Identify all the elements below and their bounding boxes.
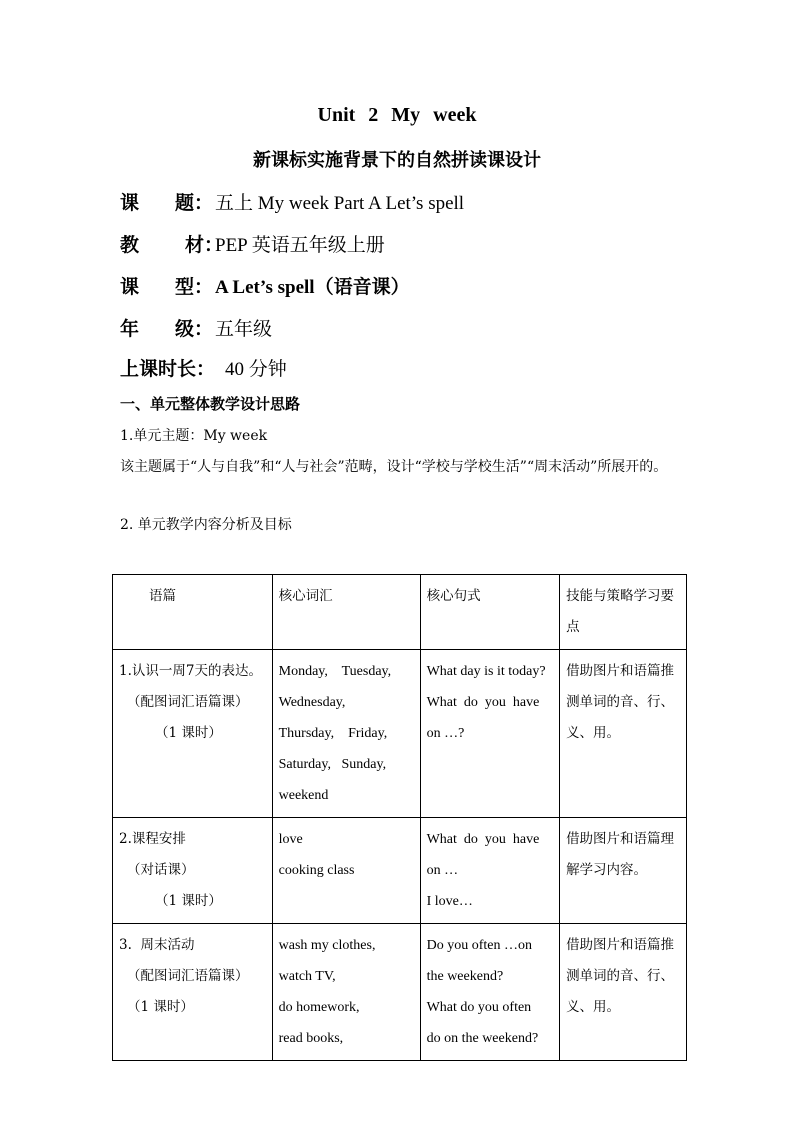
meta-label-a: 教 (120, 234, 140, 256)
cell-line: Wednesday, (278, 695, 346, 710)
cell-line: Thursday, Friday, (278, 726, 388, 741)
passage-cell (113, 924, 273, 1061)
meta-label-b: 级： (175, 318, 214, 340)
cell-line: （配图词汇语篇课） (127, 968, 249, 984)
cell-line: 3. 周末活动 (119, 937, 195, 953)
skills-cell: 借助图片和语篇推测单词的音、行、义、用。 (560, 650, 687, 818)
cell-line: on …? (426, 726, 465, 741)
cell-line: on … (426, 863, 459, 878)
table-row (113, 818, 687, 924)
vocab-cell (272, 650, 420, 818)
cell-line: Do you often …on (426, 938, 532, 953)
cell-line: the weekend? (426, 969, 504, 984)
cell-line: wash my clothes, (278, 938, 376, 953)
skills-cell: 借助图片和语篇推测单词的音、行、义、用。 (560, 924, 687, 1061)
sentence-cell (420, 650, 559, 818)
column-header: 核心句式 (420, 575, 559, 650)
meta-value: 五上 My week Part A Let’s spell (215, 193, 465, 214)
meta-label-b: 材： (185, 234, 224, 256)
meta-label-b: 型： (175, 276, 214, 298)
meta-label-a: 课 (120, 192, 140, 214)
cell-line: What day is it today? (426, 664, 546, 679)
meta-value: 五年级 (215, 319, 273, 340)
column-header: 语篇 (113, 575, 273, 650)
cell-line: （1 课时） (127, 999, 194, 1015)
cell-line: What do you have (426, 832, 540, 847)
lesson-subtitle: 新课标实施背景下的自然拼读课设计 (253, 150, 541, 171)
vocab-cell (272, 818, 420, 924)
cell-line: cooking class (278, 863, 355, 878)
cell-line: 2.课程安排 (119, 831, 186, 847)
meta-grade (120, 314, 272, 341)
unit-title: Unit 2 My week (317, 104, 477, 126)
skills-cell: 借助图片和语篇理解学习内容。 (560, 818, 687, 924)
cell-line: I love… (426, 894, 473, 909)
meta-label-a: 课 (120, 276, 140, 298)
column-header: 核心词汇 (272, 575, 420, 650)
cell-line: Monday, Tuesday, (278, 664, 392, 679)
section-heading: 一、单元整体教学设计思路 (120, 395, 301, 413)
passage-cell (113, 818, 273, 924)
passage-cell (113, 650, 273, 818)
cell-line: do homework, (278, 1000, 360, 1015)
meta-value: A Let’s spell（语音课） (215, 277, 410, 298)
cell-line: What do you often (426, 1000, 532, 1015)
table-row (113, 650, 687, 818)
unit-content-table (112, 574, 687, 1061)
cell-line: weekend (278, 788, 329, 803)
meta-label-b: 题： (175, 192, 214, 214)
cell-line: （对话课） (127, 862, 195, 878)
unit-theme-line: 1.单元主题：My week (120, 428, 268, 444)
vocab-cell (272, 924, 420, 1061)
table-row (113, 924, 687, 1061)
cell-line: watch TV, (278, 969, 336, 984)
cell-line: （1 课时） (155, 725, 222, 741)
meta-duration (120, 354, 287, 381)
cell-line: read books, (278, 1031, 344, 1046)
cell-line: （配图词汇语篇课） (127, 694, 249, 710)
cell-line: 1.认识一周7天的表达。 (119, 663, 262, 679)
cell-line: Saturday, Sunday, (278, 757, 387, 772)
meta-textbook (120, 230, 385, 257)
unit-theme-description: 该主题属于“人与自我”和“人与社会”范畴，设计“学校与学校生活”“周末活动”所展开的。 (120, 459, 668, 475)
content-analysis-heading: 2. 单元教学内容分析及目标 (120, 517, 292, 533)
sentence-cell (420, 818, 559, 924)
meta-label-a: 年 (120, 318, 140, 340)
cell-line: love (278, 832, 303, 847)
meta-value: PEP 英语五年级上册 (215, 235, 385, 256)
cell-line: （1 课时） (155, 893, 222, 909)
cell-line: do on the weekend? (426, 1031, 539, 1046)
meta-label-a: 上课时长： (120, 358, 216, 380)
meta-topic (120, 188, 464, 215)
meta-value: 40 分钟 (225, 359, 287, 380)
cell-line: What do you have (426, 695, 540, 710)
meta-lesson-type (120, 272, 410, 299)
column-header: 技能与策略学习要点 (560, 575, 687, 650)
sentence-cell (420, 924, 559, 1061)
table-header-row (113, 575, 687, 650)
